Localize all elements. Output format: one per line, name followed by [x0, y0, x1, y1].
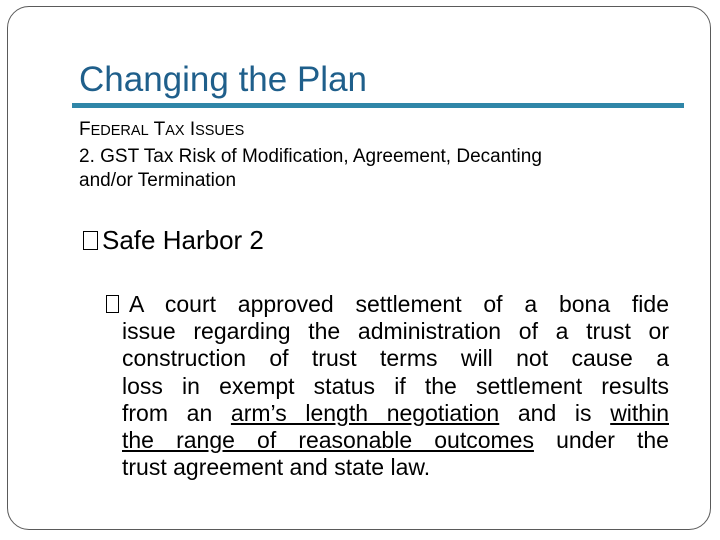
- subtitle-line-2: and/or Termination: [79, 170, 237, 191]
- paragraph-line-6: [122, 427, 669, 455]
- line5-mid: and is: [499, 399, 611, 426]
- paragraph-line-2: issue regarding the administration of a trust or: [122, 318, 669, 345]
- title-underline-rule: [72, 103, 684, 108]
- bullet-marker-icon: [83, 231, 98, 250]
- bullet-level-1: [83, 225, 264, 256]
- paragraph-line-3: construction of trust terms will not cause a: [122, 345, 669, 372]
- paragraph-line-1: A court approved settlement of a bona fide: [129, 291, 669, 317]
- subtitle-line-1: 2. GST Tax Risk of Modification, Agreement, Decanting: [79, 146, 542, 167]
- heading-cap-t: T: [153, 119, 166, 140]
- heading-cap-i: I: [189, 119, 196, 140]
- heading-smallcaps-ederal: EDERAL: [90, 123, 149, 139]
- section-heading: [79, 119, 244, 141]
- underlined-arms-length: arm’s length negotiation: [230, 399, 500, 426]
- underlined-range-of-outcomes: the range of reasonable outcomes: [122, 427, 534, 453]
- slide-title: Changing the Plan: [79, 60, 367, 99]
- bullet-marker-icon: [106, 295, 119, 313]
- paragraph-line-5: [122, 400, 669, 428]
- underlined-within: within: [610, 399, 669, 426]
- line5-pre: from an: [122, 399, 231, 426]
- heading-smallcaps-ssues: SSUES: [195, 123, 245, 139]
- paragraph-line-4: loss in exempt status if the settlement results: [122, 372, 669, 399]
- bullet-level-1-text: Safe Harbor 2: [102, 225, 264, 255]
- heading-cap-f: F: [79, 119, 91, 140]
- line6-post: under the: [533, 427, 669, 453]
- heading-smallcaps-ax: AX: [165, 123, 185, 139]
- paragraph-line-7: trust agreement and state law.: [122, 454, 431, 481]
